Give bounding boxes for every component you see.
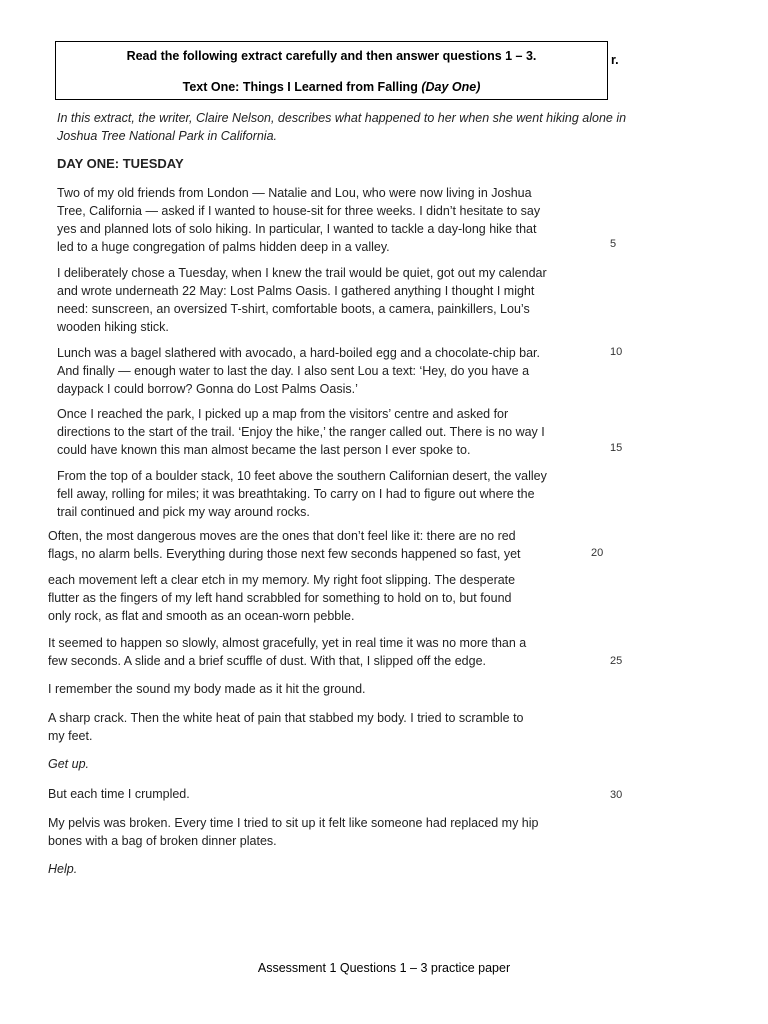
paragraph-line: I remember the sound my body made as it hit the ground. [48,682,366,696]
paragraph-line: wooden hiking stick. [57,320,169,334]
paragraph [48,634,526,670]
paragraph-line: led to a huge congregation of palms hidden deep in a valley. [57,240,390,254]
paragraph-line: A sharp crack. Then the white heat of pain that stabbed my body. I tried to scramble to [48,711,524,725]
paragraph [57,184,540,256]
paragraph-line: My pelvis was broken. Every time I tried to sit up it felt like someone had replaced my hip [48,816,539,830]
paragraph-line: few seconds. A slide and a brief scuffle of dust. With that, I slipped off the edge. [48,654,487,668]
paragraph-line: flutter as the fingers of my left hand scrabbled for something to hold on to, but found [48,591,512,605]
paragraph-line: daypack I could borrow? Gonna do Lost Palms Oasis.’ [57,382,358,396]
extract-title-italic: (Day One) [421,80,481,94]
paragraph-line: yes and planned lots of solo hiking. In particular, I wanted to tackle a day-long hike that [57,222,537,236]
line-number: 15 [610,442,623,454]
day-heading: DAY ONE: TUESDAY [57,156,184,171]
paragraph [57,405,545,459]
paragraph-line: Help. [48,862,78,876]
line-number: 5 [610,238,617,250]
intro-line: Joshua Tree National Park in California. [57,128,278,143]
intro-text [57,110,627,145]
paragraph-line: flags, no alarm bells. Everything during those next few seconds happened so fast, yet [48,547,521,561]
paragraph [57,344,540,398]
paragraph-line: and wrote underneath 22 May: Lost Palms Oasis. I gathered anything I thought I might [57,284,535,298]
paragraph [48,709,524,745]
paragraph [48,680,366,698]
intro-line: In this extract, the writer, Claire Nelson, describes what happened to her when she went hiking alone in [57,111,627,125]
paragraph [48,860,77,878]
paragraph-line: fell away, rolling for miles; it was breathtaking. To carry on I had to figure out where the [57,487,535,501]
paragraph-line: bones with a bag of broken dinner plates. [48,834,277,848]
paragraph-line: It seemed to happen so slowly, almost gracefully, yet in real time it was no more than a [48,636,527,650]
paragraph [48,527,521,563]
paragraph-line: And finally — enough water to last the day. I also sent Lou a text: ‘Hey, do you have a [57,364,530,378]
paragraph-line: Two of my old friends from London — Natalie and Lou, who were now living in Joshua [57,186,532,200]
instruction-text: Read the following extract carefully and then answer questions 1 – 3. [126,49,537,63]
page-footer: Assessment 1 Questions 1 – 3 practice paper [257,961,511,975]
paragraph [57,264,547,336]
line-number: 10 [610,346,623,358]
paragraph-line: each movement left a clear etch in my memory. My right foot slipping. The desperate [48,573,516,587]
paragraph [57,467,547,521]
paragraph-line: my feet. [48,729,93,743]
paragraph-line: From the top of a boulder stack, 10 feet above the southern Californian desert, the valley [57,469,547,483]
paragraph-line: Tree, California — asked if I wanted to house-sit for three weeks. I didn’t hesitate to say [57,204,541,218]
extract-title [56,80,607,94]
paragraph-line: directions to the start of the trail. ‘Enjoy the hike,’ the ranger called out. There is no way I [57,425,545,439]
paragraph-line: only rock, as flat and smooth as an ocean-worn pebble. [48,609,355,623]
paragraph-line: Often, the most dangerous moves are the ones that don’t feel like it: there are no red [48,529,516,543]
paragraph-line: Get up. [48,757,89,771]
paragraph [48,785,190,803]
paragraph [48,814,539,850]
paragraph [48,571,515,625]
paragraph-line: Lunch was a bagel slathered with avocado, a hard-boiled egg and a chocolate-chip bar. [57,346,540,360]
line-number: 20 [591,547,604,559]
paragraph-line: I deliberately chose a Tuesday, when I knew the trail would be quiet, got out my calendar [57,266,547,280]
paragraph-line: could have known this man almost became the last person I ever spoke to. [57,443,471,457]
paragraph [48,755,89,773]
line-number: 25 [610,655,623,667]
line-number: 30 [610,789,623,801]
paragraph-line: trail continued and pick my way around rocks. [57,505,310,519]
paragraph-line: But each time I crumpled. [48,787,190,801]
paragraph-line: Once I reached the park, I picked up a map from the visitors’ centre and asked for [57,407,509,421]
paragraph-line: need: sunscreen, an oversized T-shirt, comfortable boots, a camera, painkillers, Lou’s [57,302,530,316]
instruction-box [55,41,608,100]
truncated-margin-text: r. [611,53,619,67]
extract-title-text: Text One: Things I Learned from Falling [182,80,422,94]
